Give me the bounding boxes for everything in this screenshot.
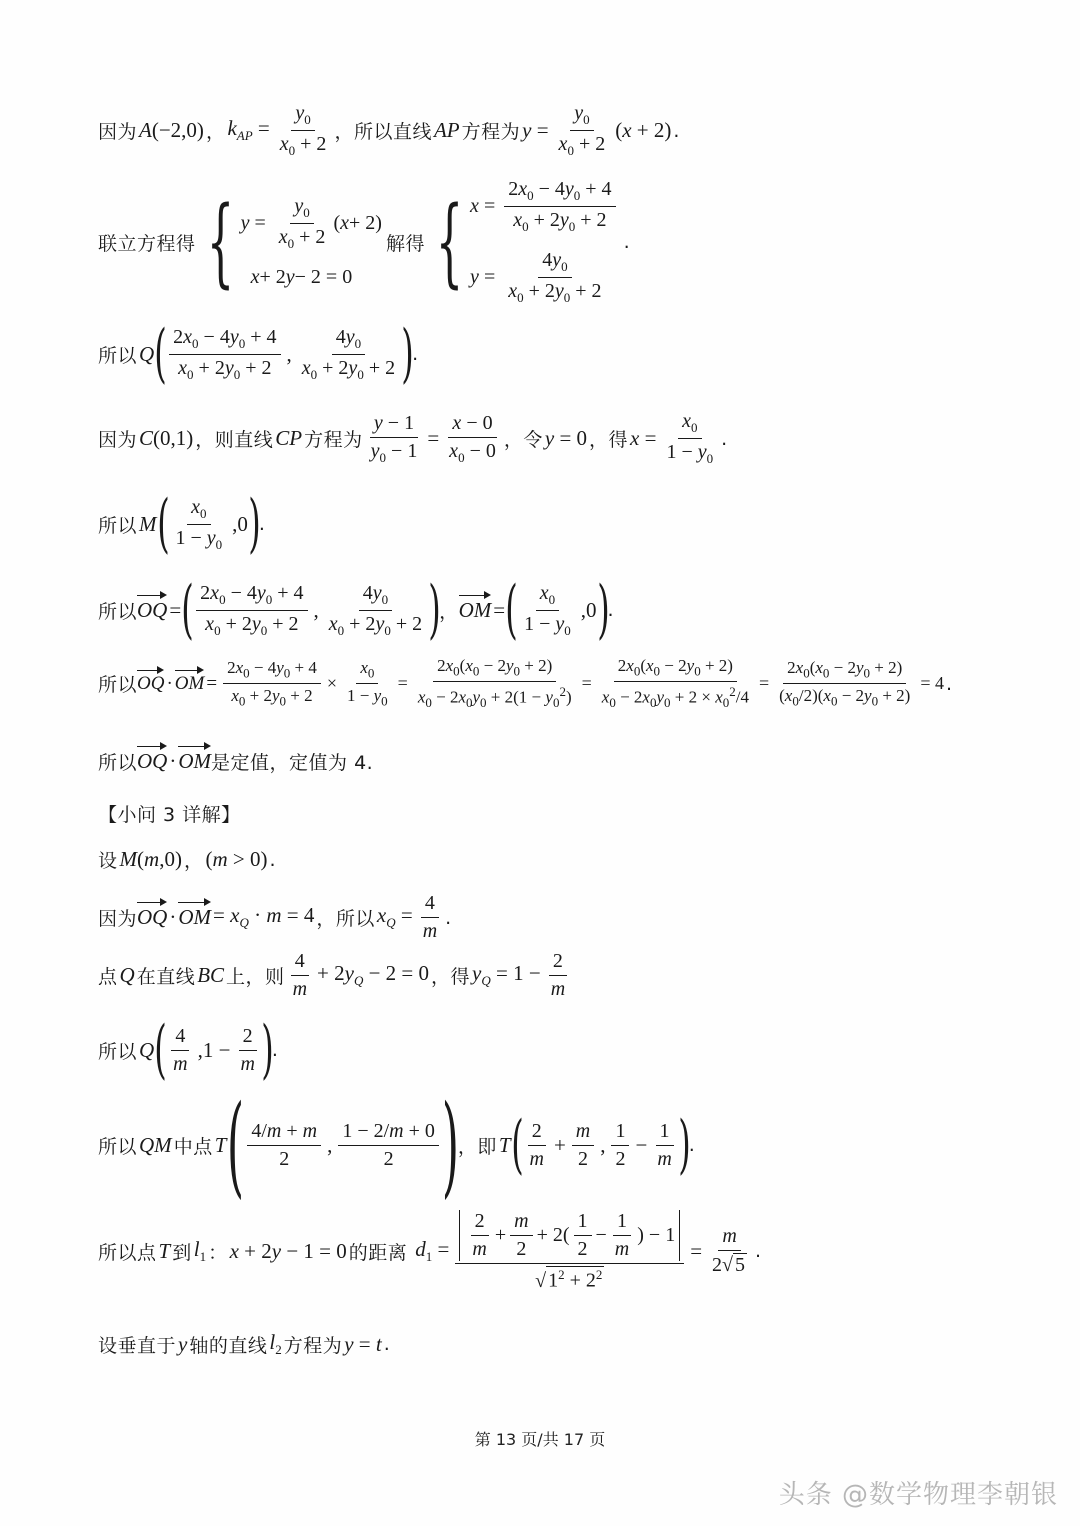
line-cp-equation: 因为 C(0,1) ，则直线 CP 方程为 $\frac{y - 1}{y_0 - 1}$ = $\frac{x - 0}{x_0 - 0}$ ，令 y = 0 ，得 x = $\frac{x_0}{1 - y_0}$ . [98,410,728,466]
line-q-coords: 所以 Q ( $\frac{4}{m}$ ,1 − $\frac{2}{m}$ ) . [98,1013,279,1087]
line-xq: 因为 OQ · OM = $x_Q \cdot m = 4$ ，所以 $x_Q$ = $\frac{4}{m}$ . [98,892,452,942]
line-point-q: 所以 Q ( $\frac{2x_0 - 4y_0 + 4}{x_0 + 2y_0 + 2}$ , $\frac{4y_0}{x_0 + 2y_0 + 2}$ ) . [98,317,419,391]
line-system: 联立方程得 { y = $\frac{y_0}{x_0 + 2}$ ( x + 2) x + 2 y − 2 = 0 解得 { x = $\frac{2x_0 - 4y_0 + 4}{x_0 + 2y_0 + 2}$ y = $\frac{4y_0}{x_0 + 2y_0 + 2}$ . [98,178,631,305]
line-distance-d1: 所以点 T 到 $l_1$ ： x + 2y − 1 = 0 的距离 $d_1$ = $\frac{2}{m}$ + $\frac{m}{2}$ + 2( $\frac{1}{2}$ − $\frac{1}{m}$ ) − 1 √ $1^2 + 2^2$ = m 2√ 5 . [98,1210,762,1292]
line-midpoint-t: 所以 QM 中点 T ( $\frac{4/m + m}{2}$ , $\frac{1 - 2/m + 0}{2}$ ) ，即 T ( $\frac{2}{m}$ + $\frac{m}{2}$ , $\frac{1}{2}$ − $\frac{1}{m}$ ) . [98,1081,696,1209]
line-point-m: 所以 M ( $\frac{x_0}{1 - y_0}$ ,0 ) . [98,487,266,561]
section-heading: 【小问 3 详解】 [98,804,241,826]
line-vectors: 所以 OQ = ( $\frac{2x_0 - 4y_0 + 4}{x_0 + 2y_0 + 2}$ , $\frac{4y_0}{x_0 + 2y_0 + 2}$ ) ， OM = ( $\frac{x_0}{1 - y_0}$ ,0 ) . [98,573,615,647]
line-l2: 设垂直于 y 轴的直线 $l_2$ 方程为 y = t . [98,1330,391,1358]
line-yq: 点 Q 在直线 BC 上，则 $\frac{4}{m}$ + $2y_Q - 2 = 0$ ，得 $y_Q = 1$ − $\frac{2}{m}$ [98,950,566,1000]
page-footer: 第 13 页/共 17 页 [474,1430,606,1449]
watermark: 头条 @数学物理李朝银 [778,1480,1058,1510]
line-constant-value: 所以 OQ · OM 是定值，定值为 4. [98,749,374,774]
line-set-m: 设 M(m,0) ， (m > 0) . [98,847,277,872]
line-ap-equation: 因为 A(−2,0) ， $k_{AP}$ = $\frac{y_0}{x_0 + 2}$ ，所以直线 AP 方程为 y = $\frac{y_0}{x_0 + 2}$ (x + 2) . [98,102,680,158]
line-dot-product: 所以 OQ · OM = $\frac{2x_0 - 4y_0 + 4}{x_0 + 2y_0 + 2}$ × $\frac{x_0}{1 - y_0}$ = $\frac{2x_0(x_0 - 2y_0 + 2)}{x_0 - 2x_0y_0 + 2(1 - y_0^2)}$ = $\frac{2x_0(x_0 - 2y_0 + 2)}{x_0 - 2x_0y_0 + 2 \times x_0^2/4}$ = $\frac{2x_0(x_0 - 2y_0 + 2)}{(x_0/2)(x_0 - 2y_0 + 2)}$ = 4 . [98,656,953,711]
